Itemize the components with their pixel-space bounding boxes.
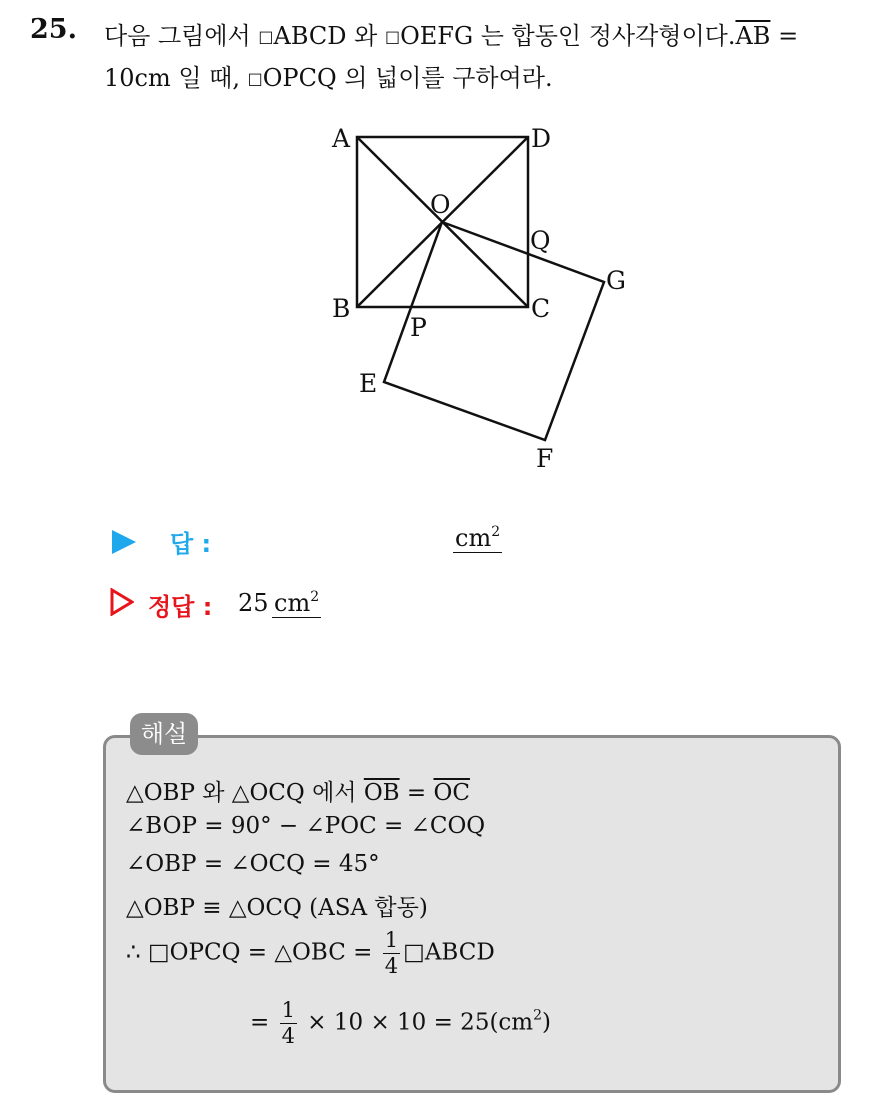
square-symbol: □ xyxy=(247,69,263,88)
label-d: D xyxy=(531,124,552,153)
segment-oc: $\overline{OC}$ xyxy=(433,780,470,806)
solution-text: = xyxy=(250,1009,277,1036)
solution-text: □ABCD xyxy=(403,939,495,966)
label-g: G xyxy=(606,266,626,295)
question-text: OPCQ 의 넓이를 구하여라. xyxy=(262,64,553,92)
label-p: P xyxy=(410,313,427,342)
solution-line-2: ∠BOP = 90° − ∠POC = ∠COQ xyxy=(126,813,486,839)
label-b: B xyxy=(332,294,351,323)
answer-label: 답 : xyxy=(170,530,212,558)
solution-line-6 xyxy=(250,1000,551,1047)
solution-line-1 xyxy=(126,774,470,807)
unit-exponent: 2 xyxy=(310,589,320,605)
solution-text: × 10 × 10 = 25(cm xyxy=(299,1009,534,1036)
correct-answer-value: 25 xyxy=(238,589,269,617)
unit-text: cm xyxy=(274,589,311,617)
solution-text: △OBP 와 △OCQ 에서 xyxy=(126,780,364,806)
question-text: 다음 그림에서 xyxy=(104,22,259,50)
solution-tag: 해설 xyxy=(130,713,198,755)
label-q: Q xyxy=(530,226,551,255)
answer-blank-unit xyxy=(453,524,502,553)
label-c: C xyxy=(531,294,551,323)
question-number: 25. xyxy=(30,14,77,45)
question-text: OEFG 는 합동인 정사각형이다. xyxy=(400,22,736,50)
segment-ab: $\overline{AB}$ xyxy=(735,22,771,50)
square-symbol: □ xyxy=(258,27,274,46)
correct-answer-unit xyxy=(272,589,321,618)
geometry-figure xyxy=(0,0,884,500)
label-a: A xyxy=(332,124,351,153)
answer-marker-icon xyxy=(112,530,136,554)
fraction xyxy=(280,1000,297,1047)
label-f: F xyxy=(536,444,554,473)
solution-text: = xyxy=(399,780,434,806)
fraction-numerator: 1 xyxy=(384,928,399,952)
segment-ob: $\overline{OB}$ xyxy=(363,780,400,806)
question-text: = xyxy=(770,22,799,50)
question-text: 10cm 일 때, xyxy=(104,64,248,92)
label-e: E xyxy=(359,369,378,398)
fraction-denominator: 4 xyxy=(384,954,399,978)
unit-exponent: 2 xyxy=(491,524,501,540)
solution-line-5 xyxy=(126,930,495,977)
solution-line-4: △OBP ≡ △OCQ (ASA 합동) xyxy=(126,895,428,921)
label-o: O xyxy=(430,190,451,219)
square-symbol: □ xyxy=(384,27,401,46)
solution-text: ∴ □OPCQ = △OBC = xyxy=(126,939,380,966)
solution-line-3: ∠OBP = ∠OCQ = 45° xyxy=(126,851,380,877)
solution-text: ) xyxy=(542,1009,552,1036)
fraction-denominator: 4 xyxy=(281,1024,295,1048)
fraction-numerator: 1 xyxy=(281,998,295,1022)
question-text: ABCD 와 xyxy=(273,22,385,50)
unit-exponent: 2 xyxy=(533,1007,543,1024)
fraction xyxy=(383,930,400,977)
correct-answer-label: 정답 : xyxy=(148,593,213,621)
unit-text: cm xyxy=(455,524,492,552)
correct-answer-marker-icon xyxy=(110,588,134,616)
